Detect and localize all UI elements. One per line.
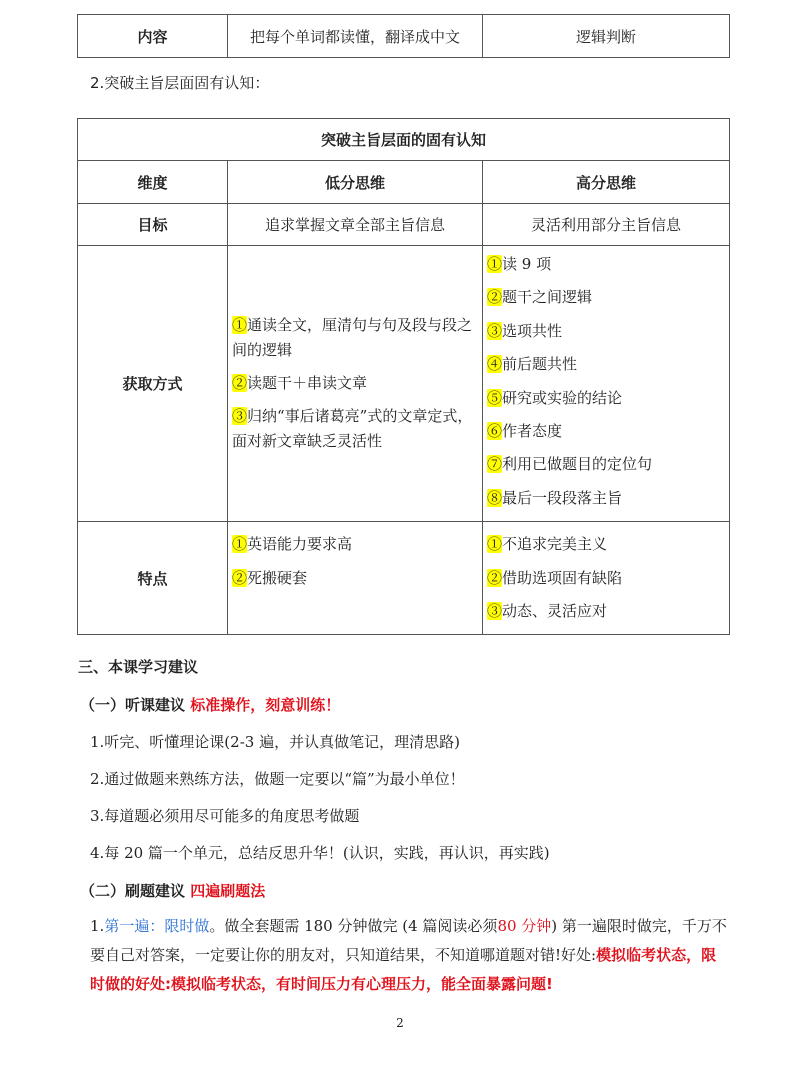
table-cell: 把每个单词都读懂，翻译成中文 (228, 15, 483, 58)
goal-high: 灵活利用部分主旨信息 (483, 204, 730, 246)
number-marker: ④ (487, 355, 503, 374)
item-text: 归纳“事后诸葛亮”式的文章定式，面对新文章缺乏灵活性 (232, 407, 473, 451)
number-marker: ③ (487, 321, 503, 340)
list-item (487, 281, 723, 314)
subsection-label: （一）听课建议 (80, 696, 186, 714)
list-item (232, 313, 476, 363)
content-table (77, 14, 730, 58)
section-3-heading: 三、本课学习建议 (78, 658, 199, 676)
number-marker: ⑥ (487, 422, 503, 441)
item-text: 动态、灵活应对 (502, 602, 608, 621)
table-title: 突破主旨层面的固有认知 (78, 119, 730, 161)
number-marker: ② (232, 374, 248, 393)
list-item: 2.通过做题来熟练方法，做题一定要以“篇”为最小单位！ (90, 770, 465, 788)
number-marker: ① (487, 255, 503, 273)
para-minutes: 80 分钟 (497, 917, 552, 935)
subsection-label: （二）刷题建议 (80, 882, 186, 900)
number-marker: ③ (487, 602, 503, 621)
item-text: 利用已做题目的定位句 (502, 455, 653, 474)
item-text: 借助选项固有缺陷 (502, 568, 623, 587)
item-text: 英语能力要求高 (247, 535, 353, 554)
number-marker: ① (232, 316, 248, 335)
list-item (232, 528, 476, 561)
subsection-emphasis: 标准操作，刻意训练！ (190, 696, 341, 714)
item-text: 前后题共性 (502, 355, 578, 374)
subsection-2-heading (80, 880, 265, 901)
features-high (483, 522, 730, 635)
number-marker: ② (487, 288, 503, 307)
table-row-method (78, 246, 730, 522)
list-item (487, 595, 723, 628)
header-low-score: 低分思维 (228, 161, 483, 204)
list-item (487, 348, 723, 381)
list-item (487, 315, 723, 348)
list-item (232, 404, 476, 454)
header-dimension: 维度 (78, 161, 228, 204)
features-low (228, 522, 483, 635)
subsection-emphasis: 四遍刷题法 (190, 882, 266, 900)
item-text: 读 9 项 (502, 255, 552, 273)
table-header-row (78, 161, 730, 204)
table-title-row (78, 119, 730, 161)
row-label-method: 获取方式 (78, 246, 228, 522)
list-item (232, 371, 476, 396)
list-item: 4.每 20 篇一个单元，总结反思升华！(认识，实践，再认识，再实践) (90, 844, 550, 862)
item-text: 读题干＋串读文章 (247, 374, 368, 393)
para-emphasis: 模拟临考状态，限时做的好处:模拟临考状态，有时间压力有心理压力，能全面暴露问题! (90, 946, 717, 993)
table-cell: 内容 (78, 15, 228, 58)
list-item: 3.每道题必须用尽可能多的角度思考做题 (90, 807, 360, 825)
number-marker: ⑤ (487, 388, 503, 407)
para-step: 第一遍：限时做 (104, 917, 210, 935)
number-marker: ⑦ (487, 455, 503, 474)
list-item (487, 415, 723, 448)
header-high-score: 高分思维 (483, 161, 730, 204)
practice-paragraph (90, 912, 730, 999)
list-item (487, 448, 723, 481)
para-text: ) 第一遍限时做完，千万不要自己对答案，一定要让你的朋友对，只知道结果，不知道哪道题对错!好处: (90, 917, 727, 964)
row-label-goal: 目标 (78, 204, 228, 246)
item-text: 选项共性 (502, 321, 563, 340)
item-text: 不追求完美主义 (502, 535, 608, 554)
goal-low: 追求掌握文章全部主旨信息 (228, 204, 483, 246)
para-text: 。做全套题需 180 分钟做完 (4 篇阅读必须 (209, 917, 498, 935)
list-item (487, 482, 723, 515)
number-marker: ① (232, 535, 248, 554)
table-row (78, 15, 730, 58)
list-item (232, 562, 476, 595)
para-prefix: 1. (90, 917, 105, 935)
item-text: 死搬硬套 (247, 568, 308, 587)
method-low (228, 246, 483, 522)
item-text: 作者态度 (502, 422, 563, 441)
list-item: 1.听完、听懂理论课(2-3 遍，并认真做笔记，理清思路) (90, 733, 460, 751)
subsection-1-heading (80, 694, 340, 715)
table-cell: 逻辑判断 (483, 15, 730, 58)
cognition-table (77, 118, 730, 635)
method-high (483, 246, 730, 522)
item-text: 题干之间逻辑 (502, 288, 593, 307)
number-marker: ③ (232, 407, 248, 426)
number-marker: ② (232, 568, 248, 587)
number-marker: ② (487, 568, 503, 587)
item-text: 通读全文，厘清句与句及段与段之间的逻辑 (232, 316, 473, 360)
table-row-goal (78, 204, 730, 246)
number-marker: ⑧ (487, 488, 503, 507)
page-number: 2 (396, 1016, 404, 1030)
section-2-heading: 2.突破主旨层面固有认知： (90, 74, 270, 92)
row-label-features: 特点 (78, 522, 228, 635)
list-item (487, 382, 723, 415)
item-text: 研究或实验的结论 (502, 388, 623, 407)
table-row-features (78, 522, 730, 635)
item-text: 最后一段段落主旨 (502, 488, 623, 507)
list-item (487, 562, 723, 595)
number-marker: ① (487, 535, 503, 554)
list-item (487, 248, 723, 281)
list-item (487, 528, 723, 561)
